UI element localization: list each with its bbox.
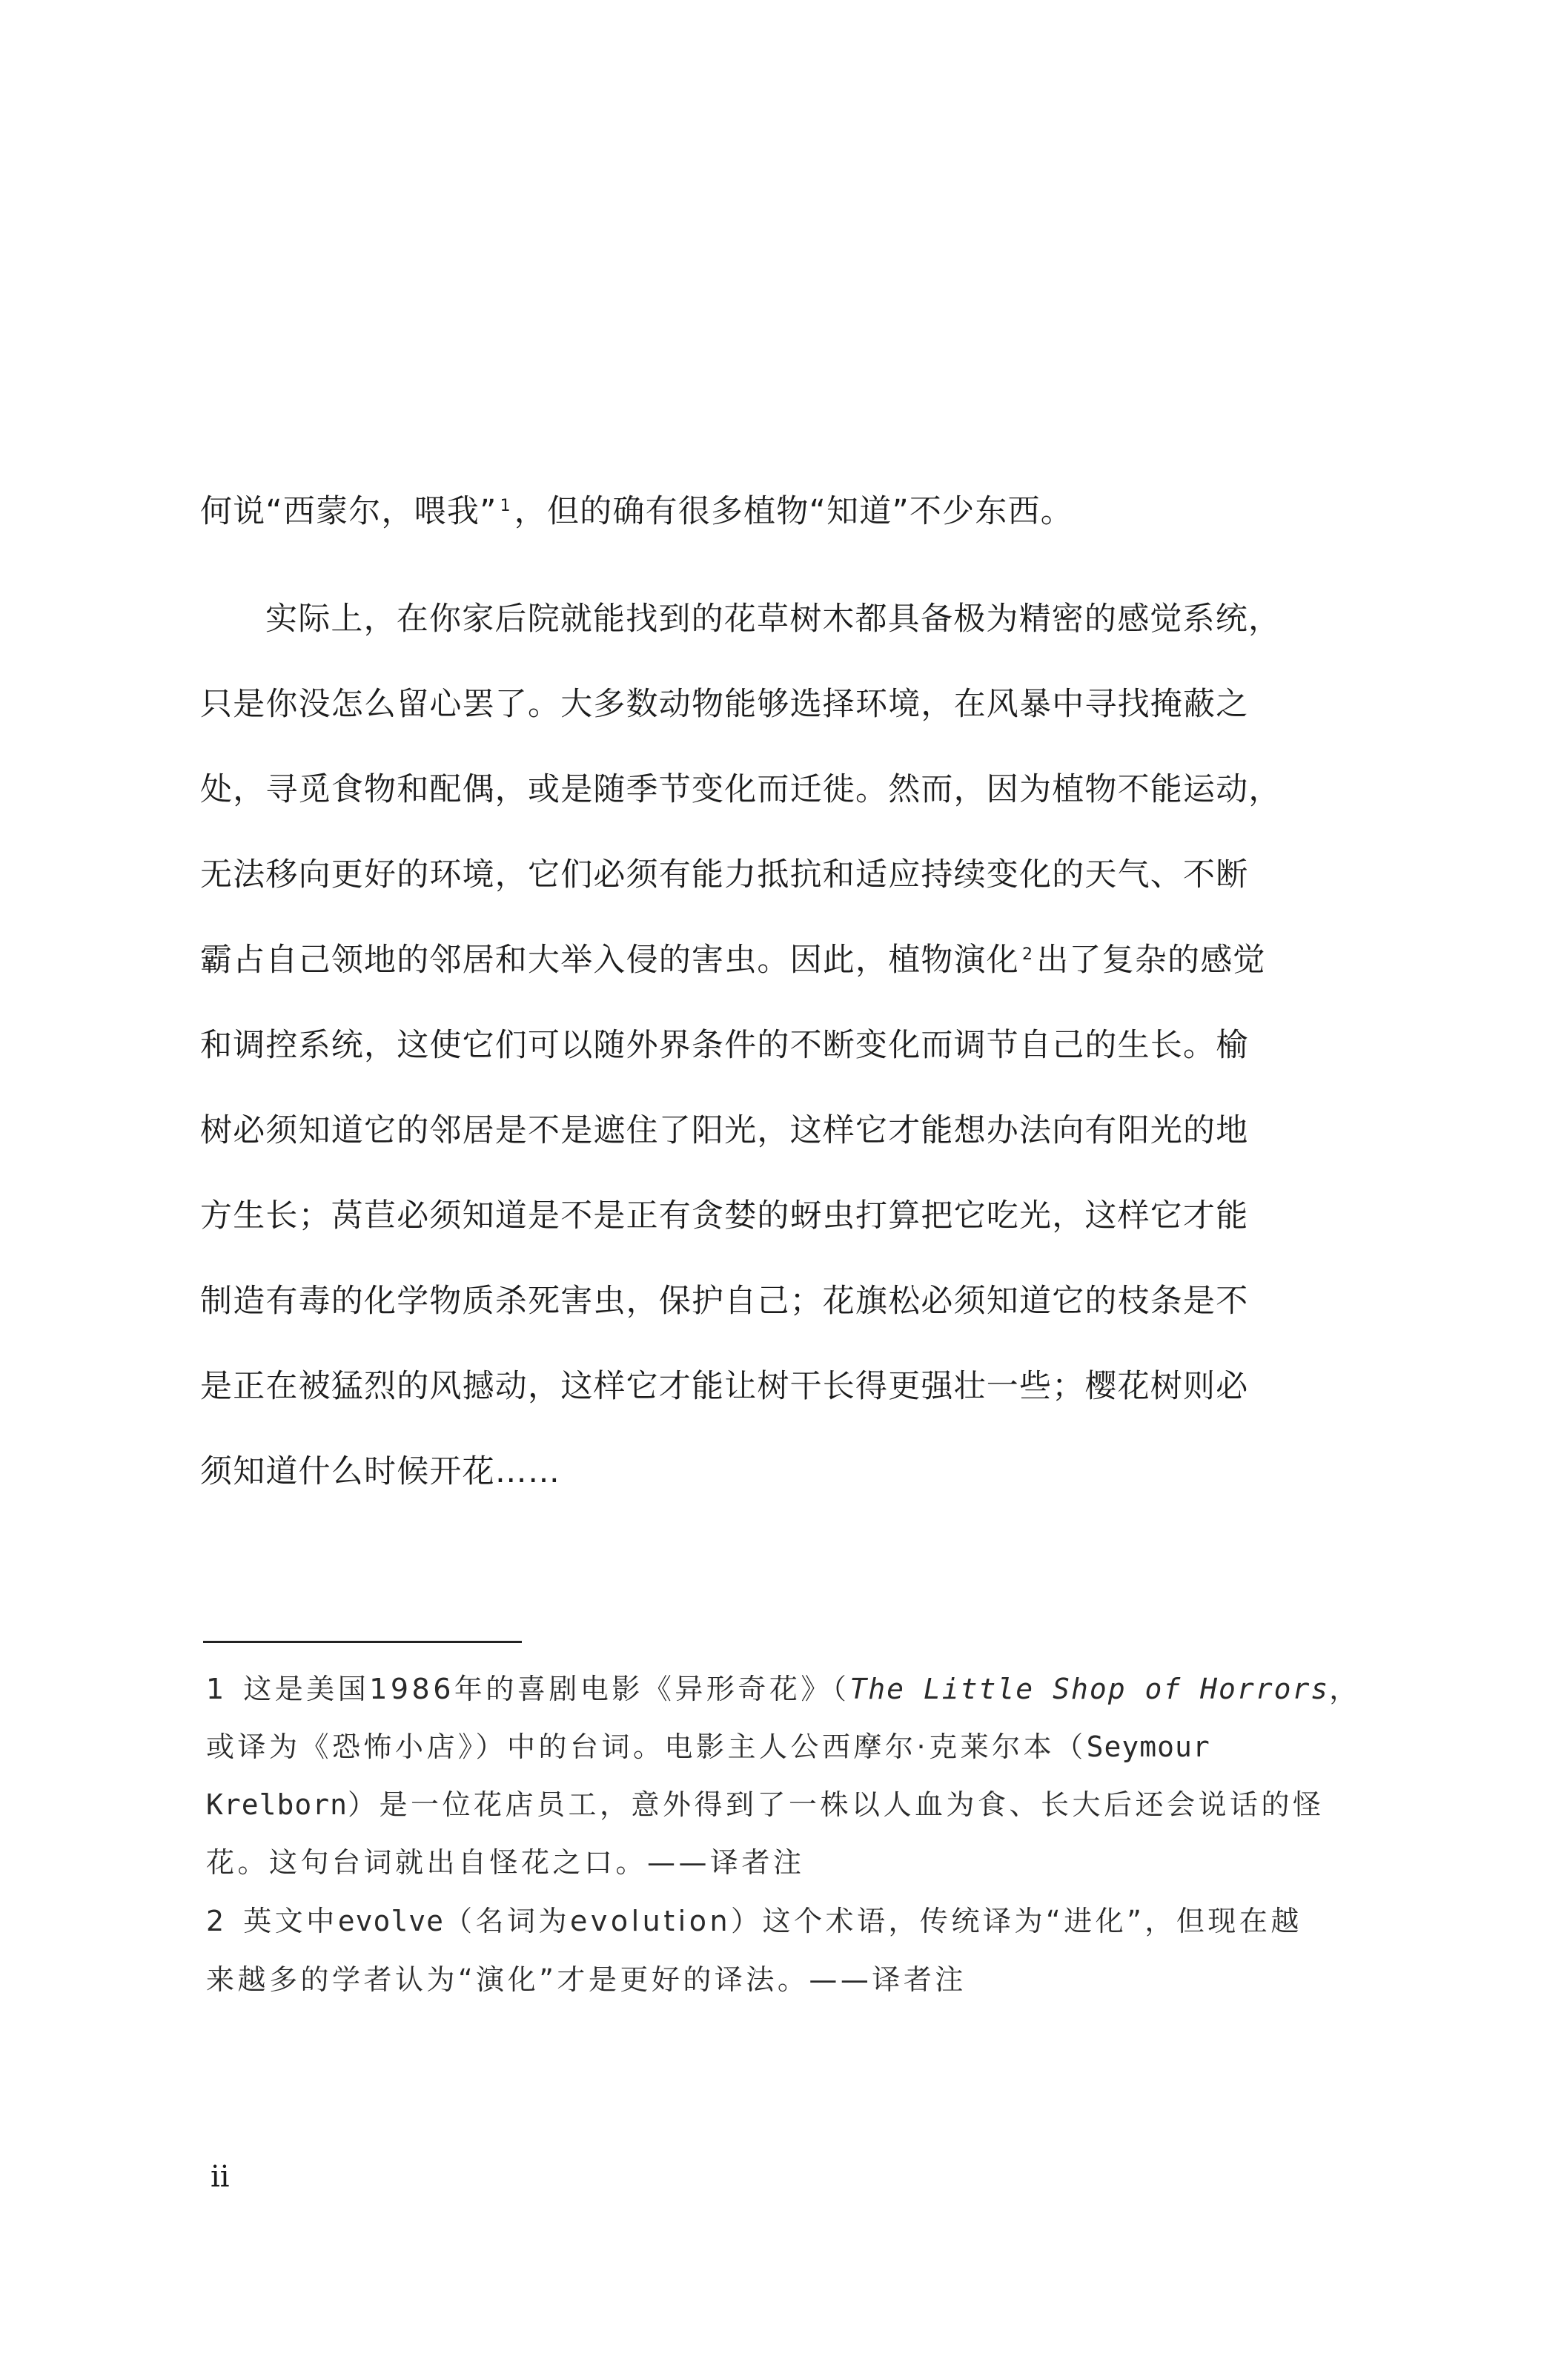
text-segment: 英文中 <box>243 1905 338 1937</box>
text-segment: 花。这句台词就出自怪花之口。——译者注 <box>206 1846 805 1879</box>
footnote-number: 1 <box>206 1673 225 1705</box>
footnote-1-line <box>206 1728 1362 1765</box>
text-segment: 或译为《恐怖小店》）中的台词。电影主人公西摩尔·克莱尔本（ <box>206 1731 1087 1763</box>
text-segment: ）是一位花店员工，意外得到了一株以人血为食、长大后还会说话的怪 <box>348 1788 1325 1821</box>
text-segment: 何说“西蒙尔，喂我” <box>200 493 497 530</box>
text-segment: ，但的确有很多植物“知道”不少东西。 <box>514 493 1073 530</box>
footnote-2-line <box>206 1961 1362 1998</box>
text-segment: （名词为evolution）这个术语，传统译为“进化”，但现在越 <box>443 1905 1302 1937</box>
footnote-ref-1[interactable]: 1 <box>500 496 511 515</box>
latin-term: evolve <box>337 1905 444 1937</box>
body-text-line: 是正在被猛烈的风撼动，这样它才能让树干长得更强壮一些；樱花树则必 <box>200 1368 1249 1405</box>
text-segment: ， <box>1329 1673 1361 1705</box>
latin-name: Krelborn <box>206 1788 348 1821</box>
film-title-english: The Little Shop of Horrors <box>849 1673 1330 1705</box>
body-text-line: 处，寻觅食物和配偶，或是随季节变化而迁徙。然而，因为植物不能运动， <box>200 771 1282 808</box>
text-segment: 来越多的学者认为“演化”才是更好的译法。——译者注 <box>206 1963 967 1996</box>
footnote-1-line <box>206 1670 1362 1708</box>
page-number: ii <box>211 2160 230 2194</box>
footnote-1-line <box>206 1786 1362 1823</box>
body-text-line: 和调控系统，这使它们可以随外界条件的不断变化而调节自己的生长。榆 <box>200 1027 1249 1064</box>
footnote-ref-2[interactable]: 2 <box>1022 945 1034 964</box>
body-text-line: 实际上，在你家后院就能找到的花草树木都具备极为精密的感觉系统， <box>265 601 1282 638</box>
text-segment: 霸占自己领地的邻居和大举入侵的害虫。因此，植物演化 <box>200 942 1019 979</box>
text-segment: 这是美国1986年的喜剧电影《异形奇花》（ <box>243 1673 850 1705</box>
body-text-line <box>200 939 1360 981</box>
body-text-line <box>200 491 1360 532</box>
body-text-line: 制造有毒的化学物质杀死害虫，保护自己；花旗松必须知道它的枝条是不 <box>200 1283 1249 1320</box>
latin-name: Seymour <box>1086 1731 1210 1763</box>
text-segment: 出了复杂的感觉 <box>1036 942 1266 979</box>
footnote-2-line <box>206 1903 1362 1940</box>
footnote-number: 2 <box>206 1905 225 1937</box>
body-text-line: 只是你没怎么留心罢了。大多数动物能够选择环境，在风暴中寻找掩蔽之 <box>200 686 1249 723</box>
footnote-separator <box>203 1641 522 1643</box>
body-text-line: 无法移向更好的环境，它们必须有能力抵抗和适应持续变化的天气、不断 <box>200 856 1249 893</box>
body-text-line: 方生长；莴苣必须知道是不是正有贪婪的蚜虫打算把它吃光，这样它才能 <box>200 1197 1249 1234</box>
body-text-line: 须知道什么时候开花…… <box>200 1453 561 1490</box>
body-text-line: 树必须知道它的邻居是不是遮住了阳光，这样它才能想办法向有阳光的地 <box>200 1112 1249 1149</box>
footnote-1-line <box>206 1844 1362 1881</box>
